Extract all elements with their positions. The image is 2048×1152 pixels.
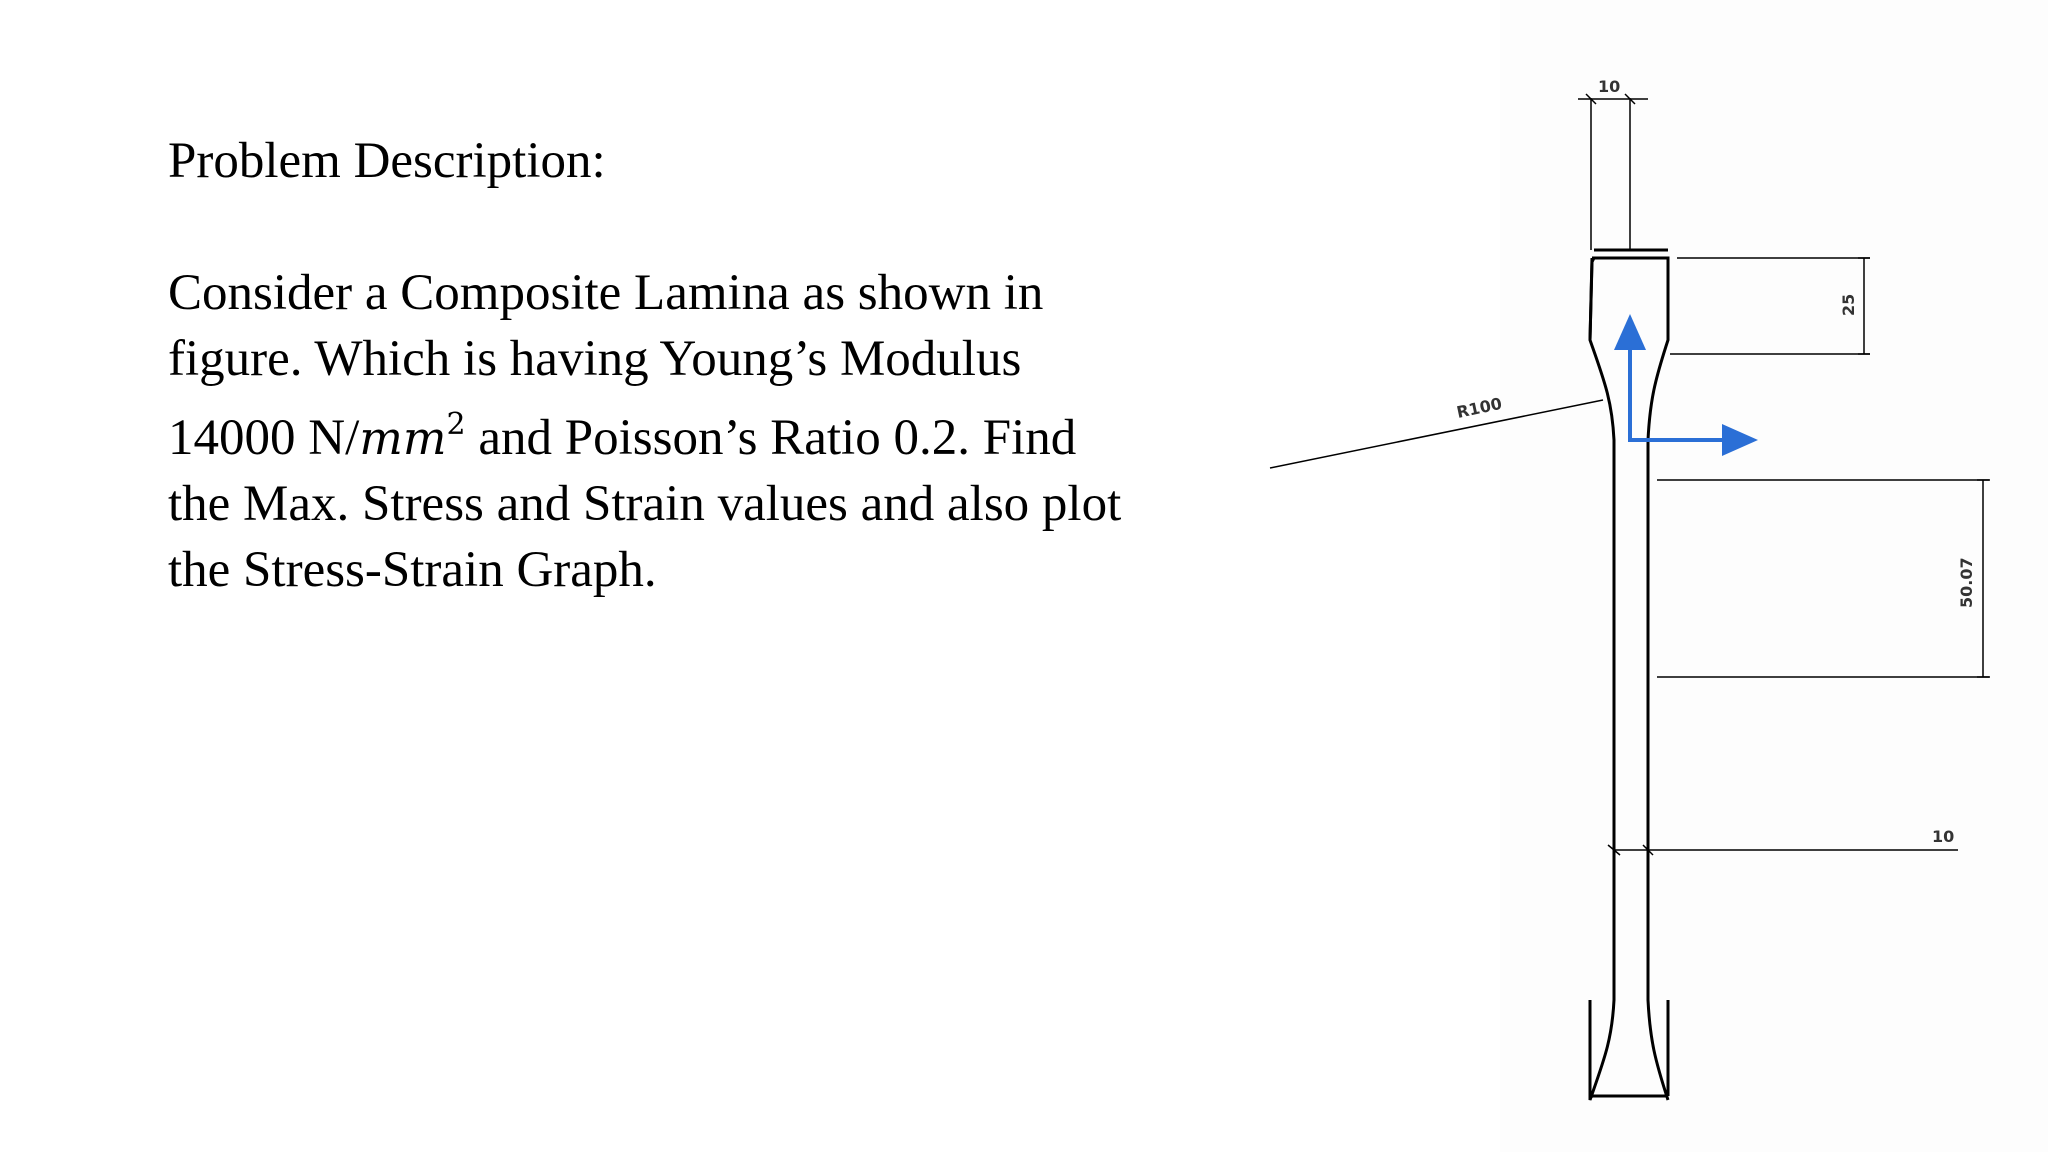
dim-label-top-width: 10	[1598, 77, 1621, 96]
gauge-width-dimension	[1608, 827, 1958, 855]
dim-label-radius: R100	[1454, 393, 1504, 422]
gauge-length-dimension	[1657, 480, 1990, 677]
statement-line-1: Consider a Composite Lamina as shown in	[168, 265, 1044, 321]
modulus-unit-exponent: 2	[446, 407, 466, 442]
top-width-dimension	[1578, 77, 1648, 250]
statement-line-5: the Stress-Strain Graph.	[168, 542, 657, 598]
dim-label-grip-length: 25	[1839, 293, 1858, 316]
dim-label-gauge-length: 50.07	[1957, 557, 1976, 608]
statement-line-2: figure. Which is having Young’s Modulus	[168, 331, 1022, 387]
poisson-text: and Poisson’s Ratio 0.2. Find	[465, 410, 1077, 466]
problem-heading: Problem Description:	[168, 133, 606, 189]
axis-arrows	[1628, 330, 1742, 442]
modulus-unit: mm	[359, 411, 447, 465]
statement-line-4: the Max. Stress and Strain values and also plot	[168, 476, 1122, 532]
modulus-value: 14000 N/	[168, 410, 360, 466]
grip-length-dimension	[1670, 258, 1870, 354]
dim-label-gauge-width: 10	[1932, 827, 1955, 846]
radius-leader	[1270, 394, 1603, 468]
